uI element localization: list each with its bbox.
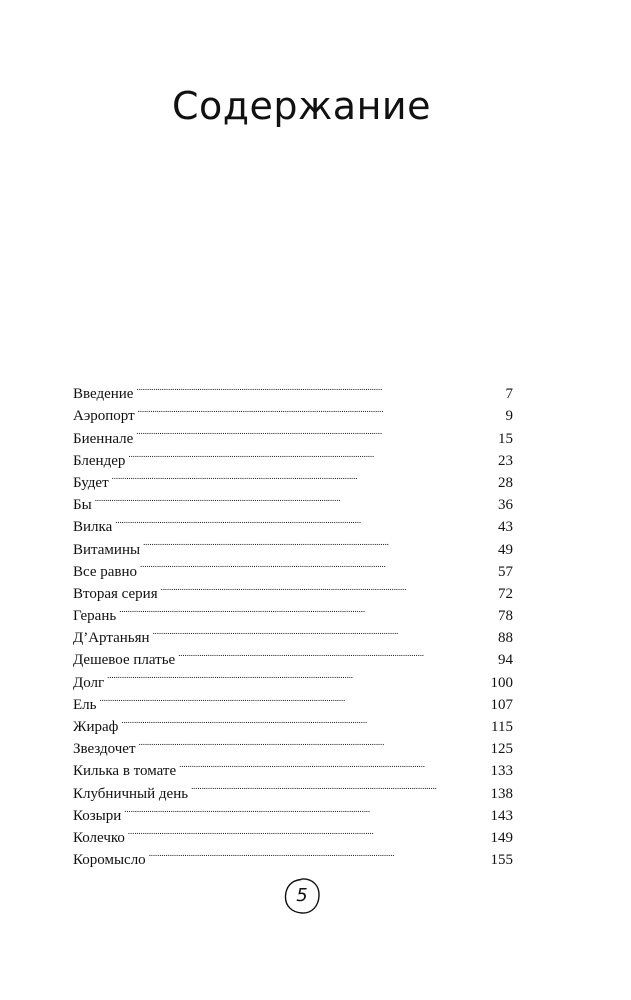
dot-leader (115, 509, 495, 531)
toc-entry-title: Долг (73, 674, 105, 691)
dot-leader (100, 687, 488, 709)
page-number-label: 5 (296, 885, 308, 906)
toc-entry-page: 115 (491, 719, 513, 735)
toc-entry-page: 9 (505, 408, 513, 425)
toc-entry-title: Биеннале (73, 430, 134, 447)
toc-entry[interactable] (73, 531, 513, 558)
dot-leader (178, 642, 495, 664)
toc-entry-title: Килька в томате (73, 763, 177, 780)
toc-entry[interactable] (73, 420, 513, 447)
toc-entry[interactable] (73, 842, 513, 869)
toc-entry[interactable] (73, 709, 513, 735)
toc-entry-title: Звездочет (73, 741, 136, 758)
toc-entry-page: 57 (498, 563, 513, 580)
toc-entry-title: Все равно (73, 563, 138, 580)
dot-leader (139, 731, 488, 753)
toc-entry[interactable] (73, 487, 513, 514)
toc-entry[interactable] (73, 620, 513, 647)
toc-entry-page: 28 (498, 474, 513, 491)
dot-leader (136, 420, 495, 442)
toc-entry-title: Дешевое платье (73, 652, 176, 669)
toc-entry-page: 36 (498, 497, 513, 514)
toc-entry-page: 107 (490, 696, 513, 713)
toc-entry-page: 133 (490, 763, 513, 780)
toc-entry-title: Жираф (73, 719, 119, 735)
dot-leader (138, 398, 503, 420)
toc-entry-page: 100 (490, 674, 513, 691)
toc-entry-page: 88 (498, 630, 513, 647)
toc-entry-title: Д’Артаньян (73, 630, 150, 647)
toc-entry-page: 143 (490, 807, 513, 824)
toc-entry-page: 15 (498, 430, 513, 447)
dot-leader (149, 842, 488, 864)
toc-entry-title: Ель (73, 696, 97, 713)
dot-leader (191, 775, 487, 797)
dot-leader (136, 376, 502, 398)
toc-entry[interactable] (73, 465, 513, 491)
toc-entry-title: Бы (73, 497, 92, 514)
toc-entry[interactable] (73, 798, 513, 824)
dot-leader (143, 531, 495, 553)
toc-entry-page: 155 (490, 852, 513, 869)
toc-entry-page: 78 (498, 608, 513, 625)
toc-entry-title: Колечко (73, 829, 125, 846)
toc-entry-title: Витамины (73, 541, 141, 558)
dot-leader (107, 664, 487, 686)
toc-entry-title: Введение (73, 386, 134, 403)
toc-entry[interactable] (73, 443, 513, 469)
toc-entry[interactable] (73, 398, 513, 425)
toc-entry-title: Козыри (73, 807, 122, 824)
toc-entry-title: Клубничный день (73, 785, 189, 802)
toc-entry[interactable] (73, 753, 513, 780)
toc-entry-page: 23 (498, 452, 513, 469)
dot-leader (121, 709, 488, 731)
toc-entry[interactable] (73, 509, 513, 536)
dot-leader (95, 487, 495, 509)
dot-leader (124, 798, 487, 820)
toc-entry[interactable] (73, 664, 513, 691)
toc-entry-title: Блендер (73, 452, 126, 469)
toc-entry[interactable] (73, 820, 513, 846)
page-title: Содержание (172, 84, 431, 128)
toc-entry-title: Вторая серия (73, 585, 158, 602)
toc-entry-page: 125 (490, 741, 513, 758)
toc-entry-page: 72 (498, 585, 513, 602)
toc-entry-title: Вилка (73, 519, 113, 536)
dot-leader (179, 753, 487, 775)
toc-entry[interactable] (73, 376, 513, 403)
dot-leader (161, 576, 495, 598)
dot-leader (153, 620, 495, 642)
toc-entry[interactable] (73, 687, 513, 713)
table-of-contents (73, 376, 513, 869)
page-number (282, 876, 322, 916)
toc-entry-page: 149 (490, 829, 513, 846)
dot-leader (112, 465, 495, 487)
toc-entry-title: Аэропорт (73, 408, 135, 425)
dot-leader (119, 598, 495, 620)
toc-entry-page: 43 (498, 519, 513, 536)
toc-entry-page: 94 (498, 652, 513, 669)
toc-entry[interactable] (73, 731, 513, 758)
toc-entry-title: Будет (73, 474, 109, 491)
toc-entry-title: Герань (73, 608, 117, 625)
toc-entry-page: 7 (505, 386, 513, 403)
toc-entry-page: 138 (490, 785, 513, 802)
dot-leader (128, 443, 495, 465)
toc-entry-page: 49 (498, 541, 513, 558)
dot-leader (128, 820, 488, 842)
toc-entry[interactable] (73, 598, 513, 625)
toc-entry-title: Коромысло (73, 852, 146, 869)
dot-leader (140, 554, 495, 576)
